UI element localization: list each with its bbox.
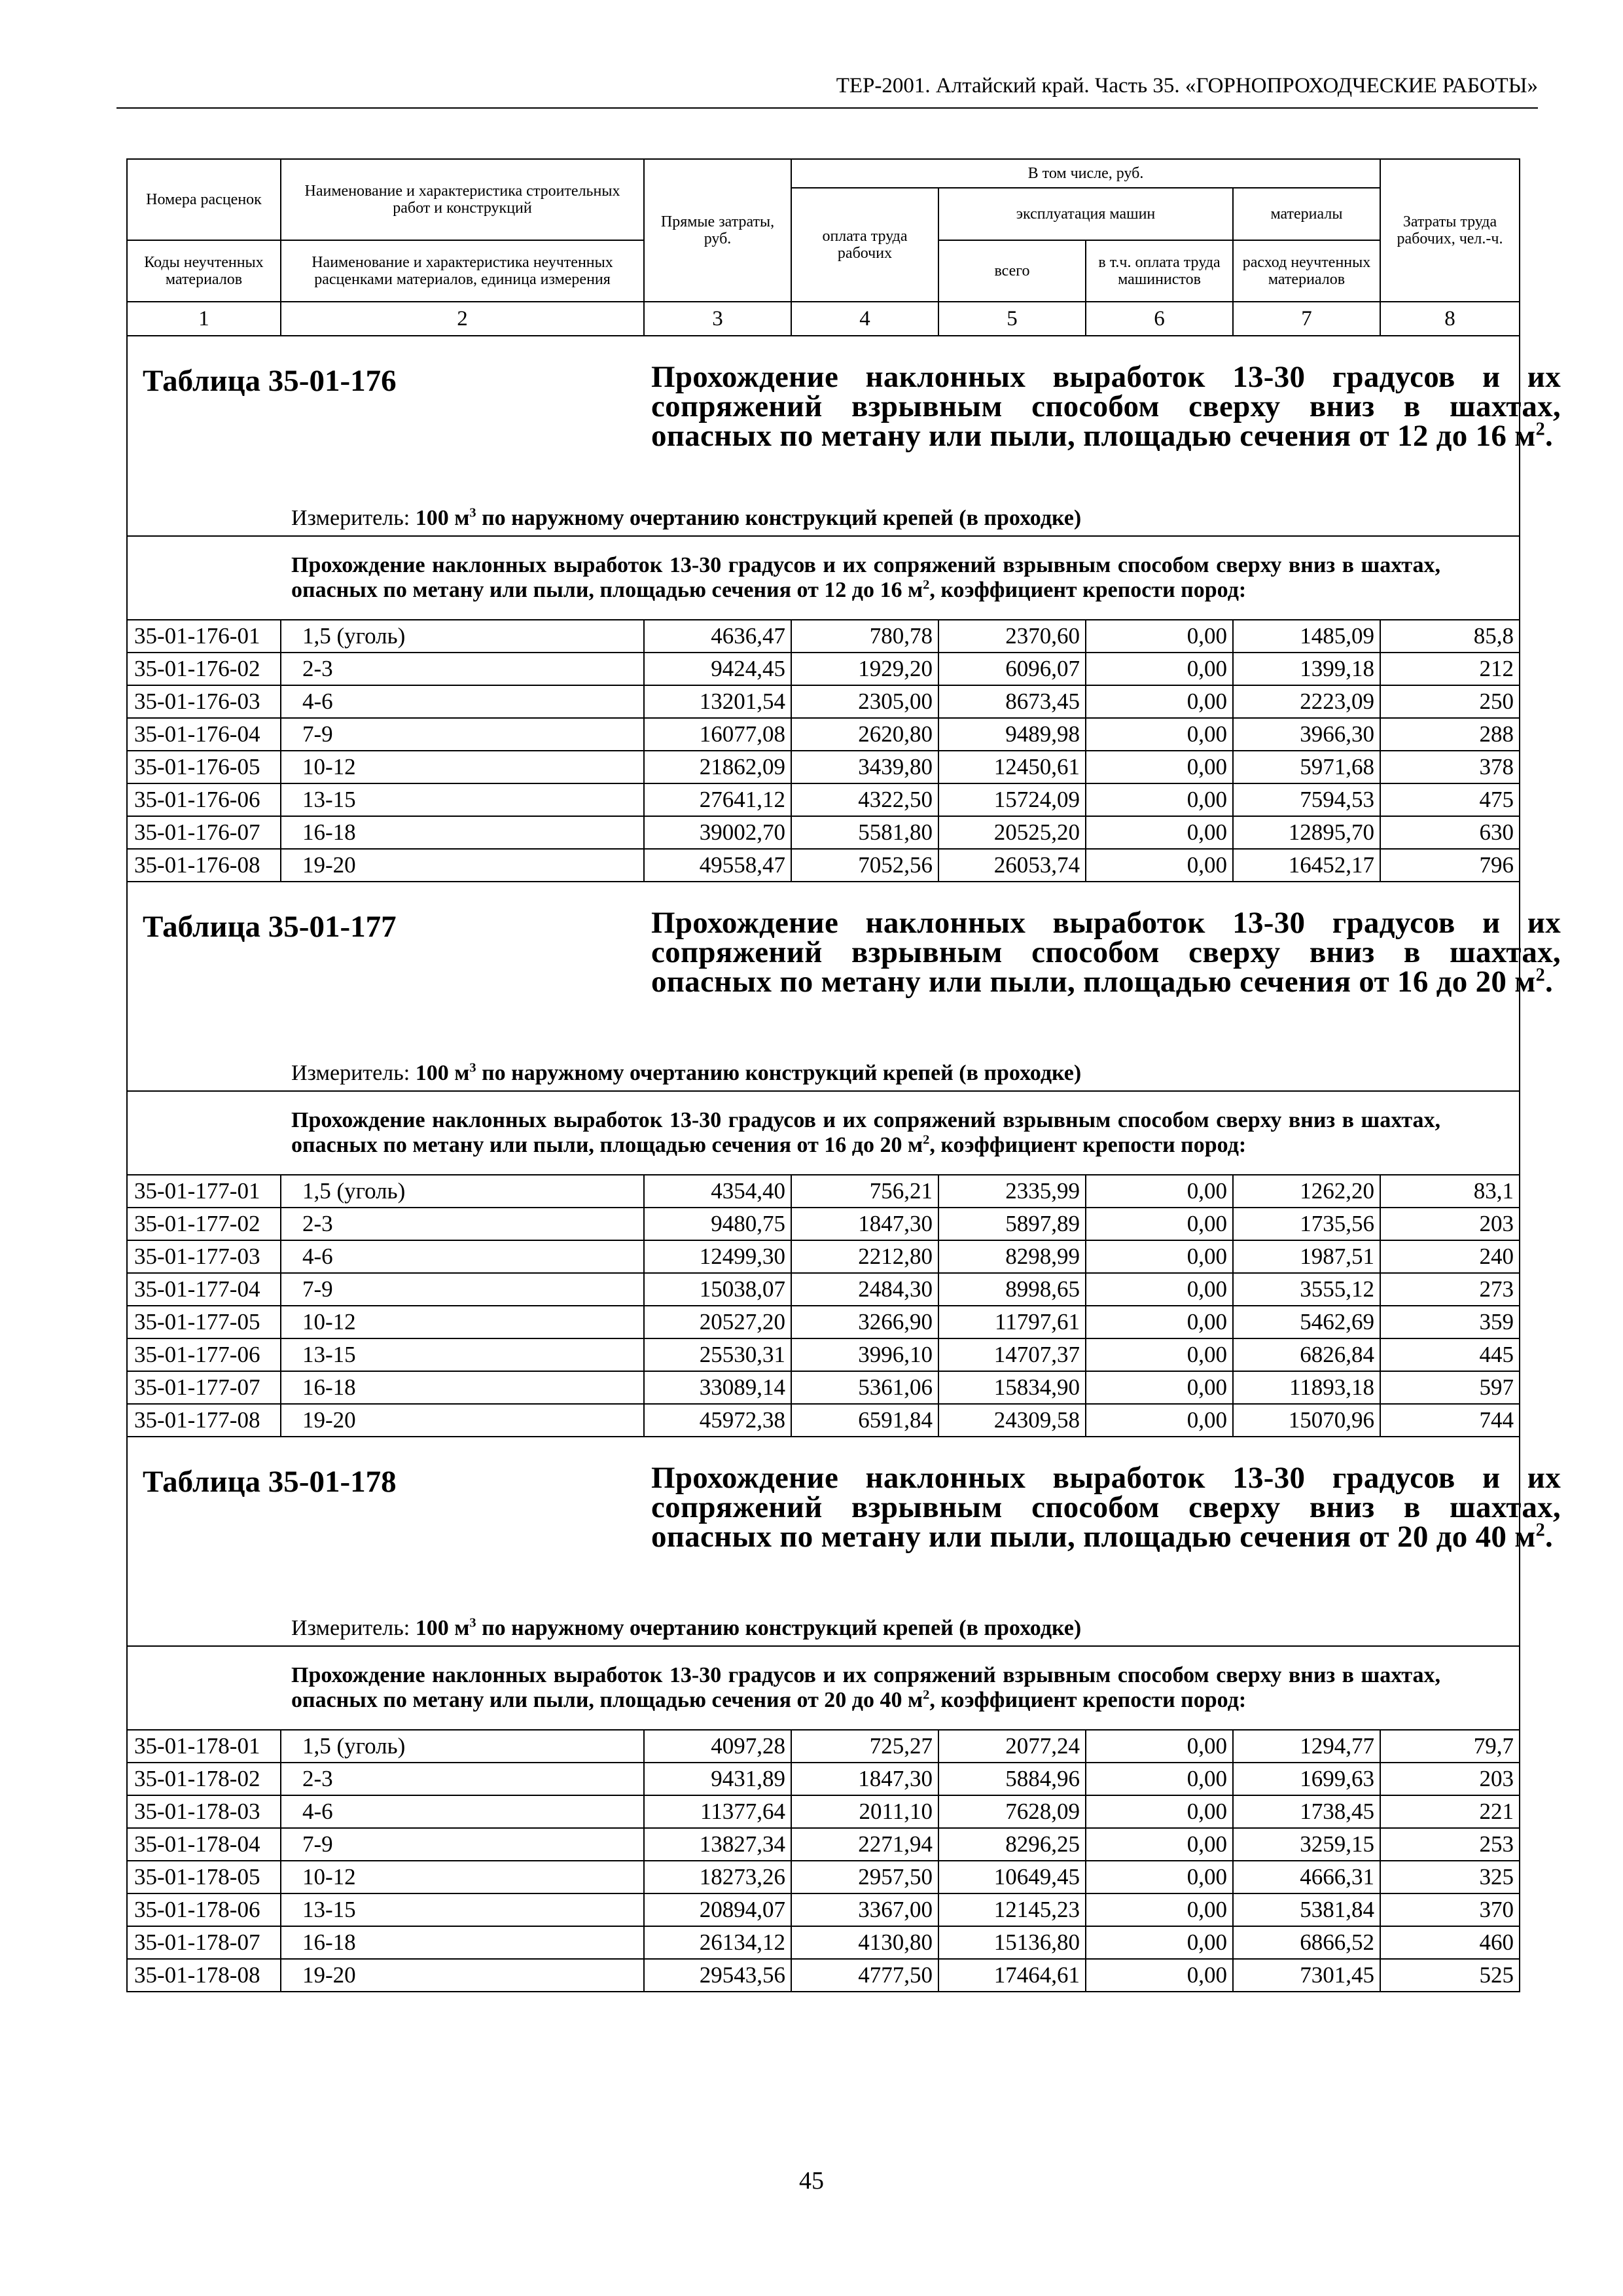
table-cell: 85,8 [1380,620,1520,653]
table-title-end: . [1544,965,1554,999]
table-cell: 29543,56 [644,1959,791,1992]
rate-code-cell: 35-01-176-06 [127,783,281,816]
table-title-row [127,882,1520,1091]
table-cell: 33089,14 [644,1371,791,1404]
table-cell: 0,00 [1086,1763,1233,1795]
table-cell: 0,00 [1086,1175,1233,1208]
table-cell: 5361,06 [791,1371,938,1404]
table-cell: 1929,20 [791,653,938,685]
table-cell: 630 [1380,816,1520,849]
table-title-text: Прохождение наклонных выработок 13-30 градусов и их сопряжений взрывным способом сверху вниз в шахтах, опасных по метану или пыли, площадью сечения от 20 до 40 м [651,1461,1561,1554]
table-cell: 273 [1380,1273,1520,1306]
measure-unit: 100 м [415,1616,470,1640]
table-cell: 3266,90 [791,1306,938,1338]
table-row [127,1175,1520,1208]
col-direct-costs: Прямые затраты, руб. [644,159,791,302]
measure-label: Измеритель: [291,1061,416,1085]
table-cell: 359 [1380,1306,1520,1338]
table-row [127,1861,1520,1893]
table-cell: 4636,47 [644,620,791,653]
table-cell: 1485,09 [1233,620,1380,653]
table-cell: 6591,84 [791,1404,938,1437]
table-cell: 15038,07 [644,1273,791,1306]
table-row [127,718,1520,751]
table-row [127,1404,1520,1437]
col-machinists-pay: в т.ч. оплата труда машинистов [1086,240,1233,302]
table-cell: 0,00 [1086,1959,1233,1992]
table-cell: 7-9 [281,1273,644,1306]
table-cell: 20527,20 [644,1306,791,1338]
table-cell: 0,00 [1086,1338,1233,1371]
table-cell: 4322,50 [791,783,938,816]
subtitle-superscript: 2 [923,1132,930,1147]
table-row [127,1926,1520,1959]
table-cell: 83,1 [1380,1175,1520,1208]
table-cell: 25530,31 [644,1338,791,1371]
table-cell: 9480,75 [644,1208,791,1240]
col-number: 8 [1380,302,1520,336]
table-cell: 0,00 [1086,1893,1233,1926]
table-cell: 11893,18 [1233,1371,1380,1404]
table-cell: 12450,61 [938,751,1086,783]
subtitle-text: Прохождение наклонных выработок 13-30 градусов и их сопряжений взрывным способом сверху вниз в шахтах, опасных по метану или пыли, площадью сечения от 20 до 40 м [291,1663,1440,1712]
rate-code-cell: 35-01-176-04 [127,718,281,751]
table-cell: 8298,99 [938,1240,1086,1273]
table-row [127,783,1520,816]
measure-description: по наружному очертанию конструкций крепей (в проходке) [476,1061,1082,1085]
table-cell: 203 [1380,1208,1520,1240]
table-title [651,1463,1561,1552]
table-cell: 1987,51 [1233,1240,1380,1273]
col-number: 2 [281,302,644,336]
table-measure [291,505,1081,531]
table-row [127,751,1520,783]
rate-code-cell: 35-01-178-06 [127,1893,281,1926]
table-cell: 0,00 [1086,653,1233,685]
table-cell: 460 [1380,1926,1520,1959]
table-cell: 13-15 [281,783,644,816]
rate-code-cell: 35-01-178-08 [127,1959,281,1992]
table-cell: 9424,45 [644,653,791,685]
table-row [127,1893,1520,1926]
rate-code-cell: 35-01-178-03 [127,1795,281,1828]
rate-code-cell: 35-01-178-07 [127,1926,281,1959]
table-cell: 19-20 [281,1404,644,1437]
table-cell: 1399,18 [1233,653,1380,685]
table-number: Таблица 35-01-178 [143,1465,397,1499]
col-machines: эксплуатация машин [938,188,1233,240]
table-row [127,1273,1520,1306]
table-cell: 5381,84 [1233,1893,1380,1926]
rate-code-cell: 35-01-176-08 [127,849,281,882]
table-row [127,1208,1520,1240]
table-cell: 11377,64 [644,1795,791,1828]
measure-label: Измеритель: [291,506,416,530]
table-cell: 2-3 [281,653,644,685]
table-cell: 7301,45 [1233,1959,1380,1992]
table-subtitle-row [127,536,1520,620]
column-numbers-row [127,302,1520,336]
table-cell: 0,00 [1086,816,1233,849]
measure-unit-superscript: 3 [469,1615,476,1630]
table-cell: 4-6 [281,1795,644,1828]
table-title-superscript: 2 [1535,1520,1545,1541]
table-cell: 6096,07 [938,653,1086,685]
subtitle-text: Прохождение наклонных выработок 13-30 градусов и их сопряжений взрывным способом сверху вниз в шахтах, опасных по метану или пыли, площадью сечения от 16 до 20 м [291,1108,1440,1157]
table-subtitle [127,536,1520,620]
rate-code-cell: 35-01-177-01 [127,1175,281,1208]
rate-code-cell: 35-01-176-03 [127,685,281,718]
table-cell: 2620,80 [791,718,938,751]
col-number: 1 [127,302,281,336]
table-row [127,849,1520,882]
table-cell: 18273,26 [644,1861,791,1893]
table-cell: 0,00 [1086,849,1233,882]
table-cell: 756,21 [791,1175,938,1208]
table-cell: 1,5 (уголь) [281,620,644,653]
table-cell: 2-3 [281,1763,644,1795]
table-cell: 7628,09 [938,1795,1086,1828]
table-cell: 13-15 [281,1893,644,1926]
table-cell: 12499,30 [644,1240,791,1273]
table-cell: 6866,52 [1233,1926,1380,1959]
table-cell: 15724,09 [938,783,1086,816]
table-cell: 597 [1380,1371,1520,1404]
subtitle-superscript: 2 [923,577,930,592]
rate-code-cell: 35-01-177-05 [127,1306,281,1338]
table-cell: 370 [1380,1893,1520,1926]
col-number: 6 [1086,302,1233,336]
table-cell: 796 [1380,849,1520,882]
table-cell: 4777,50 [791,1959,938,1992]
table-cell: 2305,00 [791,685,938,718]
table-cell: 1735,56 [1233,1208,1380,1240]
table-title-row [127,336,1520,536]
table-cell: 16-18 [281,1371,644,1404]
table-cell: 7-9 [281,718,644,751]
subtitle-text: Прохождение наклонных выработок 13-30 градусов и их сопряжений взрывным способом сверху вниз в шахтах, опасных по метану или пыли, площадью сечения от 12 до 16 м [291,553,1440,602]
table-cell: 3439,80 [791,751,938,783]
table-cell: 5884,96 [938,1763,1086,1795]
col-machines-total: всего [938,240,1086,302]
table-cell: 7594,53 [1233,783,1380,816]
table-cell: 221 [1380,1795,1520,1828]
table-cell: 0,00 [1086,1861,1233,1893]
rate-code-cell: 35-01-178-01 [127,1730,281,1763]
table-cell: 2957,50 [791,1861,938,1893]
table-title-cell [127,1437,1561,1646]
table-row [127,1371,1520,1404]
rate-code-cell: 35-01-177-07 [127,1371,281,1404]
rates-table-body [127,159,1561,1992]
col-labor: Затраты труда рабочих, чел.-ч. [1380,159,1520,302]
table-cell: 17464,61 [938,1959,1086,1992]
table-cell: 19-20 [281,849,644,882]
table-measure [291,1060,1081,1086]
table-cell: 4666,31 [1233,1861,1380,1893]
measure-label: Измеритель: [291,1616,416,1640]
col-number: 4 [791,302,938,336]
table-cell: 10649,45 [938,1861,1086,1893]
rate-code-cell: 35-01-176-07 [127,816,281,849]
table-title-end: . [1544,1520,1554,1554]
table-cell: 0,00 [1086,1208,1233,1240]
table-cell: 16077,08 [644,718,791,751]
rate-code-cell: 35-01-177-06 [127,1338,281,1371]
table-cell: 780,78 [791,620,938,653]
table-row [127,685,1520,718]
rate-code-cell: 35-01-176-02 [127,653,281,685]
table-cell: 0,00 [1086,1926,1233,1959]
table-cell: 4097,28 [644,1730,791,1763]
col-number: 3 [644,302,791,336]
table-cell: 11797,61 [938,1306,1086,1338]
rate-code-cell: 35-01-176-05 [127,751,281,783]
table-cell: 288 [1380,718,1520,751]
table-cell: 9489,98 [938,718,1086,751]
table-cell: 378 [1380,751,1520,783]
table-cell: 49558,47 [644,849,791,882]
table-cell: 0,00 [1086,1240,1233,1273]
col-number: 5 [938,302,1086,336]
table-cell: 0,00 [1086,1730,1233,1763]
table-cell: 0,00 [1086,1306,1233,1338]
table-cell: 12895,70 [1233,816,1380,849]
subtitle-end: , коэффициент крепости пород: [929,1688,1247,1712]
table-cell: 2011,10 [791,1795,938,1828]
table-row [127,1730,1520,1763]
table-cell: 26053,74 [938,849,1086,882]
table-cell: 24309,58 [938,1404,1086,1437]
table-cell: 445 [1380,1338,1520,1371]
table-cell: 14707,37 [938,1338,1086,1371]
table-cell: 3555,12 [1233,1273,1380,1306]
rate-code-cell: 35-01-177-02 [127,1208,281,1240]
table-cell: 2335,99 [938,1175,1086,1208]
table-cell: 13827,34 [644,1828,791,1861]
table-cell: 20525,20 [938,816,1086,849]
table-cell: 0,00 [1086,1371,1233,1404]
table-subtitle [127,1646,1520,1730]
table-cell: 3367,00 [791,1893,938,1926]
table-cell: 5581,80 [791,816,938,849]
table-cell: 0,00 [1086,1404,1233,1437]
table-title-end: . [1544,419,1554,453]
table-cell: 0,00 [1086,685,1233,718]
col-worker-pay: оплата труда рабочих [791,188,938,302]
table-title-text: Прохождение наклонных выработок 13-30 градусов и их сопряжений взрывным способом сверху вниз в шахтах, опасных по метану или пыли, площадью сечения от 12 до 16 м [651,360,1561,453]
table-cell: 212 [1380,653,1520,685]
table-cell: 16452,17 [1233,849,1380,882]
table-cell: 3996,10 [791,1338,938,1371]
measure-description: по наружному очертанию конструкций крепей (в проходке) [476,1616,1082,1640]
table-cell: 4130,80 [791,1926,938,1959]
table-cell: 7-9 [281,1828,644,1861]
table-title-superscript: 2 [1535,965,1545,986]
table-row [127,1240,1520,1273]
table-cell: 10-12 [281,751,644,783]
table-cell: 2484,30 [791,1273,938,1306]
table-cell: 1847,30 [791,1763,938,1795]
table-number: Таблица 35-01-176 [143,364,397,398]
table-cell: 16-18 [281,1926,644,1959]
rate-code-cell: 35-01-176-01 [127,620,281,653]
table-row [127,1763,1520,1795]
table-row [127,620,1520,653]
col-number: 7 [1233,302,1380,336]
table-cell: 0,00 [1086,1828,1233,1861]
table-cell: 725,27 [791,1730,938,1763]
table-cell: 8998,65 [938,1273,1086,1306]
table-cell: 1738,45 [1233,1795,1380,1828]
table-cell: 2077,24 [938,1730,1086,1763]
table-cell: 240 [1380,1240,1520,1273]
table-row [127,1306,1520,1338]
col-unaccounted-materials: расход неучтенных материалов [1233,240,1380,302]
rate-code-cell: 35-01-178-05 [127,1861,281,1893]
subtitle-superscript: 2 [923,1687,930,1702]
col-materials: материалы [1233,188,1380,240]
table-row [127,816,1520,849]
table-cell: 3259,15 [1233,1828,1380,1861]
table-cell: 13201,54 [644,685,791,718]
table-subtitle-row [127,1091,1520,1175]
table-measure [291,1615,1081,1641]
table-cell: 4354,40 [644,1175,791,1208]
table-cell: 1,5 (уголь) [281,1730,644,1763]
table-cell: 475 [1380,783,1520,816]
table-cell: 12145,23 [938,1893,1086,1926]
table-title [651,908,1561,997]
table-cell: 39002,70 [644,816,791,849]
table-title-superscript: 2 [1535,419,1545,440]
table-row [127,1828,1520,1861]
col-material-name: Наименование и характеристика неучтенных расценками материалов, единица измерения [281,240,644,302]
table-title-cell [127,336,1561,536]
col-work-name: Наименование и характеристика строительных работ и конструкций [281,159,644,240]
table-cell: 10-12 [281,1861,644,1893]
table-cell: 8673,45 [938,685,1086,718]
table-cell: 0,00 [1086,751,1233,783]
table-row [127,1959,1520,1992]
measure-unit: 100 м [415,506,470,530]
table-cell: 6826,84 [1233,1338,1380,1371]
measure-unit-superscript: 3 [469,1060,476,1075]
table-cell: 10-12 [281,1306,644,1338]
table-cell: 0,00 [1086,1273,1233,1306]
header-row-1 [127,159,1520,188]
table-cell: 0,00 [1086,783,1233,816]
table-title-row [127,1437,1520,1646]
table-cell: 20894,07 [644,1893,791,1926]
rate-code-cell: 35-01-177-08 [127,1404,281,1437]
measure-description: по наружному очертанию конструкций крепей (в проходке) [476,506,1082,530]
measure-unit: 100 м [415,1061,470,1085]
table-cell: 2223,09 [1233,685,1380,718]
table-cell: 2212,80 [791,1240,938,1273]
table-cell: 15070,96 [1233,1404,1380,1437]
table-cell: 2370,60 [938,620,1086,653]
col-including: В том числе, руб. [791,159,1380,188]
table-cell: 27641,12 [644,783,791,816]
rates-table [126,158,1561,1992]
rate-code-cell: 35-01-177-03 [127,1240,281,1273]
table-cell: 15834,90 [938,1371,1086,1404]
table-cell: 3966,30 [1233,718,1380,751]
table-cell: 1294,77 [1233,1730,1380,1763]
table-cell: 2271,94 [791,1828,938,1861]
table-row [127,653,1520,685]
table-cell: 1,5 (уголь) [281,1175,644,1208]
table-subtitle-row [127,1646,1520,1730]
table-cell: 253 [1380,1828,1520,1861]
table-title [651,360,1561,453]
rate-code-cell: 35-01-178-02 [127,1763,281,1795]
table-cell: 45972,38 [644,1404,791,1437]
table-cell: 325 [1380,1861,1520,1893]
table-number: Таблица 35-01-177 [143,910,397,944]
table-cell: 15136,80 [938,1926,1086,1959]
table-cell: 4-6 [281,685,644,718]
table-cell: 744 [1380,1404,1520,1437]
running-header-text: ТЕР-2001. Алтайский край. Часть 35. «ГОРНОПРОХОДЧЕСКИЕ РАБОТЫ» [836,74,1538,98]
table-cell: 5971,68 [1233,751,1380,783]
col-material-codes: Коды неучтенных материалов [127,240,281,302]
table-cell: 1699,63 [1233,1763,1380,1795]
col-rate-numbers: Номера расценок [127,159,281,240]
measure-unit-superscript: 3 [469,505,476,520]
table-cell: 0,00 [1086,620,1233,653]
table-cell: 13-15 [281,1338,644,1371]
running-header [116,71,1538,109]
table-cell: 0,00 [1086,1795,1233,1828]
subtitle-end: , коэффициент крепости пород: [929,578,1247,602]
table-cell: 203 [1380,1763,1520,1795]
table-cell: 525 [1380,1959,1520,1992]
page-number: 45 [799,2167,824,2195]
table-cell: 4-6 [281,1240,644,1273]
table-cell: 79,7 [1380,1730,1520,1763]
table-row [127,1795,1520,1828]
table-cell: 26134,12 [644,1926,791,1959]
table-cell: 9431,89 [644,1763,791,1795]
rate-code-cell: 35-01-177-04 [127,1273,281,1306]
rate-code-cell: 35-01-178-04 [127,1828,281,1861]
table-cell: 1847,30 [791,1208,938,1240]
table-cell: 21862,09 [644,751,791,783]
table-cell: 2-3 [281,1208,644,1240]
table-title-cell [127,882,1561,1091]
table-cell: 1262,20 [1233,1175,1380,1208]
table-subtitle [127,1091,1520,1175]
table-row [127,1338,1520,1371]
table-title-text: Прохождение наклонных выработок 13-30 градусов и их сопряжений взрывным способом сверху вниз в шахтах, опасных по метану или пыли, площадью сечения от 16 до 20 м [651,906,1561,999]
table-cell: 8296,25 [938,1828,1086,1861]
subtitle-end: , коэффициент крепости пород: [929,1133,1247,1157]
table-cell: 7052,56 [791,849,938,882]
table-cell: 250 [1380,685,1520,718]
table-cell: 0,00 [1086,718,1233,751]
table-cell: 16-18 [281,816,644,849]
table-cell: 5462,69 [1233,1306,1380,1338]
table-cell: 19-20 [281,1959,644,1992]
table-cell: 5897,89 [938,1208,1086,1240]
